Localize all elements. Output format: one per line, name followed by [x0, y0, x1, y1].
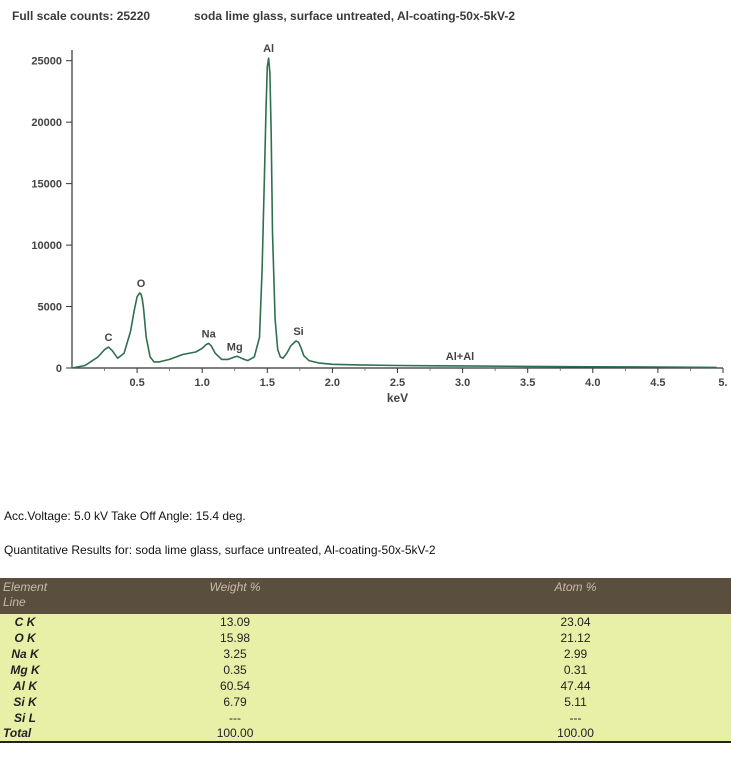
peak-label: Na	[201, 328, 216, 341]
x-tick-label: 3.0	[454, 377, 471, 389]
atom-cell: 21.12	[560, 630, 591, 645]
atom-cell: ---	[569, 710, 582, 725]
total-atom-cell: 100.00	[557, 726, 594, 740]
table-row	[0, 646, 731, 662]
total-weight-cell: 100.00	[216, 726, 254, 740]
weight-cell: ---	[229, 710, 242, 725]
acquisition-conditions: Acc.Voltage: 5.0 kV Take Off Angle: 15.4 deg.	[4, 509, 246, 523]
spectrum-line	[72, 58, 717, 368]
element-cell: Si L	[14, 710, 37, 725]
y-tick-label: 20000	[31, 117, 62, 130]
table-header-row	[0, 578, 731, 614]
y-tick-label: 25000	[31, 55, 62, 68]
header-element-line: Element Line	[3, 580, 48, 609]
element-cell: Na K	[11, 646, 39, 661]
header-atom: Atom %	[554, 580, 597, 594]
table-row	[0, 662, 731, 678]
x-tick-label: 4.5	[650, 377, 666, 389]
full-scale-counts: Full scale counts: 25220	[12, 9, 151, 23]
x-tick-label: 2.5	[389, 377, 406, 389]
table-total-row	[0, 726, 731, 742]
atom-cell: 23.04	[560, 614, 591, 629]
element-cell: Si K	[13, 694, 37, 709]
atom-cell: 0.31	[563, 662, 588, 677]
table-row	[0, 630, 731, 646]
weight-cell: 13.09	[220, 614, 251, 629]
x-tick-label: 2.0	[324, 377, 341, 389]
weight-cell: 3.25	[223, 646, 247, 661]
weight-cell: 6.79	[223, 694, 247, 709]
element-cell: Mg K	[10, 662, 40, 677]
peak-label: Si	[293, 325, 304, 338]
peak-label: O	[136, 278, 146, 291]
weight-cell: 15.98	[220, 630, 251, 645]
table-row	[0, 710, 731, 726]
weight-cell: 60.54	[220, 678, 251, 693]
x-axis-label: keV	[386, 391, 409, 405]
y-tick-label: 15000	[31, 178, 62, 191]
weight-cell: 0.35	[223, 662, 247, 677]
results-title: Quantitative Results for: soda lime glass, surface untreated, Al-coating-50x-5kV-2	[4, 543, 436, 557]
element-cell: Al K	[13, 678, 38, 693]
total-label-cell: Total	[3, 726, 32, 740]
x-tick-label: 1.0	[194, 377, 210, 389]
quantitative-results-table	[0, 578, 731, 743]
table-row	[0, 678, 731, 694]
x-tick-label: 0.5	[129, 377, 145, 389]
atom-cell: 2.99	[563, 646, 588, 661]
x-tick-label: 3.5	[520, 377, 536, 389]
peak-label: Mg	[226, 341, 243, 354]
y-tick-label: 10000	[31, 240, 62, 253]
x-tick-label: 1.5	[259, 377, 275, 389]
element-cell: C K	[14, 614, 36, 629]
y-tick-label: 0	[55, 363, 62, 375]
header-weight: Weight %	[209, 580, 261, 594]
atom-cell: 5.11	[564, 694, 587, 709]
y-tick-label: 5000	[37, 301, 62, 314]
x-tick-label: 5.	[718, 377, 728, 389]
spectrum-chart	[0, 30, 731, 420]
table-row	[0, 614, 731, 630]
atom-cell: 47.44	[560, 678, 591, 693]
element-cell: O K	[14, 630, 36, 645]
table-row	[0, 694, 731, 710]
x-tick-label: 4.0	[585, 377, 601, 389]
sample-title: soda lime glass, surface untreated, Al-coating-50x-5kV-2	[194, 9, 515, 23]
peak-label: Al	[263, 43, 275, 56]
peak-label: Al+Al	[445, 350, 475, 363]
peak-label: C	[104, 332, 113, 345]
